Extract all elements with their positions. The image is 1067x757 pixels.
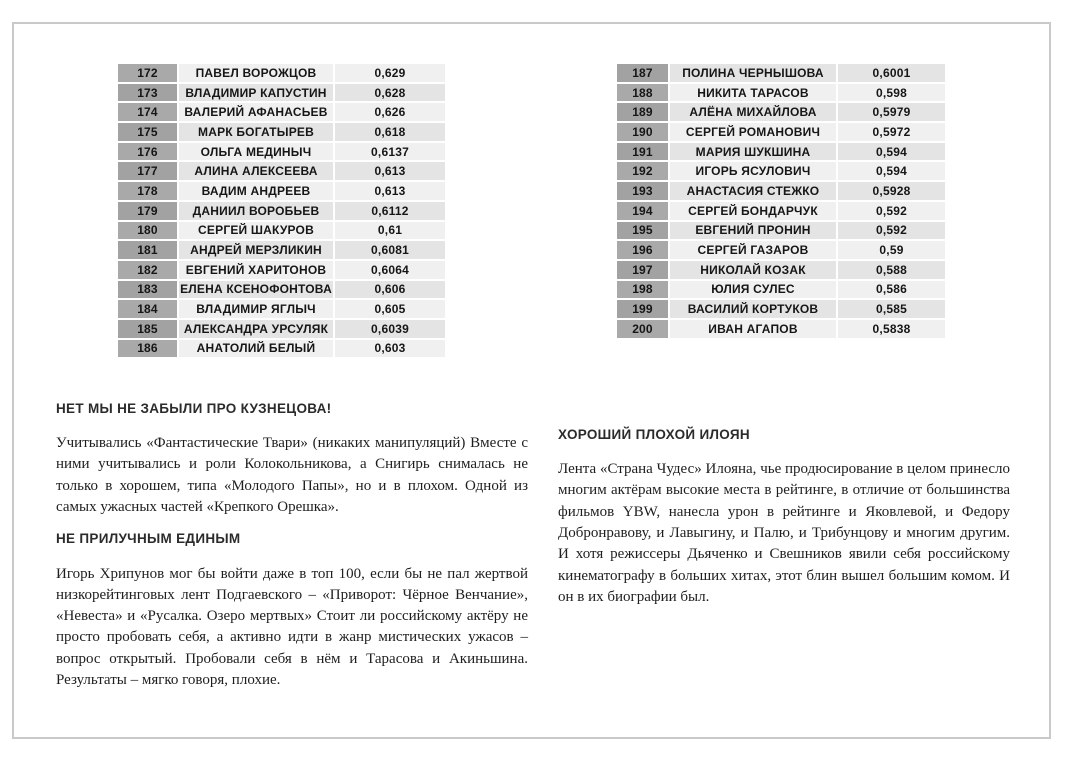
rank-cell: 181 <box>118 241 177 259</box>
section-body-priluchny: Игорь Хрипунов мог бы войти даже в топ 100, если бы не пал жертвой низкорейтинговых лент Подгаевского – «Приворот: Чёрное Венчание», «Невеста» и «Русалка. Озеро мертвых» Стоит ли российскому актёру не просто пробовать себя, а активно идти в жанр мистических ужасов – вопрос открытый. Пробовали себя в нём и Тарасова и Акиньшина. Результаты – мягко говоря, плохие. <box>56 565 528 689</box>
name-cell: ИГОРЬ ЯСУЛОВИЧ <box>670 162 836 180</box>
rank-cell: 199 <box>617 300 668 318</box>
rank-cell: 185 <box>118 320 177 338</box>
name-cell: НИКИТА ТАРАСОВ <box>670 84 836 102</box>
name-cell: ОЛЬГА МЕДИНЫЧ <box>179 143 333 161</box>
rank-cell: 183 <box>118 281 177 299</box>
name-cell: АЛЁНА МИХАЙЛОВА <box>670 103 836 121</box>
score-cell: 0,603 <box>335 340 445 358</box>
section-heading-iloyan: ХОРОШИЙ ПЛОХОЙ ИЛОЯН <box>558 427 750 442</box>
score-cell: 0,61 <box>335 222 445 240</box>
score-cell: 0,594 <box>838 143 945 161</box>
score-cell: 0,6001 <box>838 64 945 82</box>
score-cell: 0,628 <box>335 84 445 102</box>
rank-cell: 200 <box>617 320 668 338</box>
name-cell: АНДРЕЙ МЕРЗЛИКИН <box>179 241 333 259</box>
rank-cell: 179 <box>118 202 177 220</box>
score-cell: 0,5972 <box>838 123 945 141</box>
rank-cell: 184 <box>118 300 177 318</box>
rank-cell: 194 <box>617 202 668 220</box>
section-heading-kuznetsov: НЕТ МЫ НЕ ЗАБЫЛИ ПРО КУЗНЕЦОВА! <box>56 401 332 416</box>
name-cell: ПАВЕЛ ВОРОЖЦОВ <box>179 64 333 82</box>
article-column-left <box>56 401 528 704</box>
rank-cell: 187 <box>617 64 668 82</box>
name-cell: ВЛАДИМИР КАПУСТИН <box>179 84 333 102</box>
rank-cell: 192 <box>617 162 668 180</box>
section-heading-priluchny: НЕ ПРИЛУЧНЫМ ЕДИНЫМ <box>56 531 241 547</box>
name-cell: СЕРГЕЙ ГАЗАРОВ <box>670 241 836 259</box>
rank-cell: 189 <box>617 103 668 121</box>
rank-cell: 174 <box>118 103 177 121</box>
name-cell: АНАТОЛИЙ БЕЛЫЙ <box>179 340 333 358</box>
rank-cell: 186 <box>118 340 177 358</box>
name-cell: АЛИНА АЛЕКСЕЕВА <box>179 162 333 180</box>
rank-cell: 196 <box>617 241 668 259</box>
score-cell: 0,592 <box>838 222 945 240</box>
score-cell: 0,613 <box>335 162 445 180</box>
score-cell: 0,586 <box>838 281 945 299</box>
name-cell: СЕРГЕЙ БОНДАРЧУК <box>670 202 836 220</box>
score-cell: 0,618 <box>335 123 445 141</box>
rank-cell: 172 <box>118 64 177 82</box>
rank-cell: 173 <box>118 84 177 102</box>
name-cell: ЕВГЕНИЙ ПРОНИН <box>670 222 836 240</box>
name-cell: ДАНИИЛ ВОРОБЬЕВ <box>179 202 333 220</box>
rank-cell: 191 <box>617 143 668 161</box>
rank-cell: 178 <box>118 182 177 200</box>
name-cell: ПОЛИНА ЧЕРНЫШОВА <box>670 64 836 82</box>
name-cell: ИВАН АГАПОВ <box>670 320 836 338</box>
rank-cell: 195 <box>617 222 668 240</box>
score-cell: 0,629 <box>335 64 445 82</box>
name-cell: ЕЛЕНА КСЕНОФОНТОВА <box>180 282 332 297</box>
score-cell: 0,594 <box>838 162 945 180</box>
rank-cell: 177 <box>118 162 177 180</box>
score-cell: 0,605 <box>335 300 445 318</box>
score-cell: 0,588 <box>838 261 945 279</box>
rank-cell: 180 <box>118 222 177 240</box>
rank-cell: 176 <box>118 143 177 161</box>
name-cell: ВАЛЕРИЙ АФАНАСЬЕВ <box>179 103 333 121</box>
section-body-kuznetsov: Учитывались «Фантастические Твари» (никаких манипуляций) Вместе с ними учитывались и роли Колокольникова, а Снигирь снималась не только в хорошем, типа «Молодого Папы», но и в плохом. Одной из самых ужасных частей «Крепкого Орешка». <box>56 435 528 516</box>
rank-cell: 188 <box>617 84 668 102</box>
rank-cell: 175 <box>118 123 177 141</box>
score-cell: 0,5928 <box>838 182 945 200</box>
name-cell: МАРК БОГАТЫРЕВ <box>179 123 333 141</box>
article-column-right <box>558 427 1010 621</box>
name-cell: ВЛАДИМИР ЯГЛЫЧ <box>179 300 333 318</box>
score-cell: 0,6081 <box>335 241 445 259</box>
rank-cell: 198 <box>617 281 668 299</box>
score-cell: 0,5979 <box>838 103 945 121</box>
name-cell: ВАДИМ АНДРЕЕВ <box>179 182 333 200</box>
rank-cell: 182 <box>118 261 177 279</box>
score-cell: 0,59 <box>838 241 945 259</box>
score-cell: 0,626 <box>335 103 445 121</box>
name-cell: СЕРГЕЙ РОМАНОВИЧ <box>670 123 836 141</box>
score-cell: 0,6112 <box>335 202 445 220</box>
ranking-table-left <box>118 64 445 357</box>
score-cell: 0,613 <box>335 182 445 200</box>
score-cell: 0,585 <box>838 300 945 318</box>
name-cell: АЛЕКСАНДРА УРСУЛЯК <box>179 320 333 338</box>
name-cell: ЕВГЕНИЙ ХАРИТОНОВ <box>179 261 333 279</box>
name-cell: ЮЛИЯ СУЛЕС <box>670 281 836 299</box>
score-cell: 0,6137 <box>335 143 445 161</box>
ranking-table-right <box>617 64 945 338</box>
score-cell: 0,598 <box>838 84 945 102</box>
name-cell: СЕРГЕЙ ШАКУРОВ <box>179 222 333 240</box>
rank-cell: 193 <box>617 182 668 200</box>
name-cell: ВАСИЛИЙ КОРТУКОВ <box>670 300 836 318</box>
rank-cell: 190 <box>617 123 668 141</box>
score-cell: 0,6064 <box>335 261 445 279</box>
score-cell: 0,5838 <box>838 320 945 338</box>
name-cell: АНАСТАСИЯ СТЕЖКО <box>670 182 836 200</box>
section-body-iloyan: Лента «Страна Чудес» Илояна, чье продюсирование в целом принесло многим актёрам высокие места в рейтинге, в отличие от большинства фильмов YBW, нанесла урон в рейтинге и Яковлевой, и Федору Добронравову, и Лавыгину, и Палю, и Трибунцову и многим другим. И хотя режиссеры Дьяченко и Свешников явили себя российскому кинематографу в больших хитах, этот блин вышел большим комом. И он в их биографии был. <box>558 461 1010 605</box>
name-cell: МАРИЯ ШУКШИНА <box>670 143 836 161</box>
score-cell: 0,606 <box>335 281 445 299</box>
score-cell: 0,6039 <box>335 320 445 338</box>
name-cell: НИКОЛАЙ КОЗАК <box>670 261 836 279</box>
score-cell: 0,592 <box>838 202 945 220</box>
rank-cell: 197 <box>617 261 668 279</box>
